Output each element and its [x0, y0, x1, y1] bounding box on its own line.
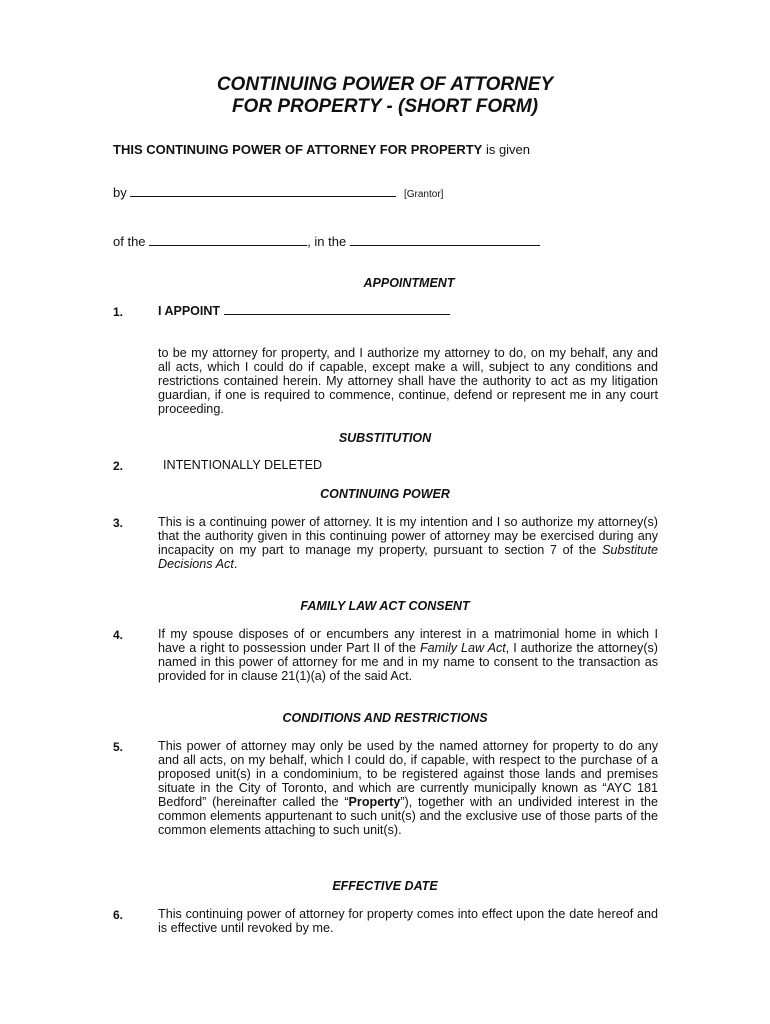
effective-date-text: This continuing power of attorney for property comes into effect upon the date hereof and is effective until revoked by me.: [158, 907, 658, 935]
intro-bold-text: THIS CONTINUING POWER OF ATTORNEY FOR PROPERTY: [113, 142, 483, 157]
grantor-name-field[interactable]: [130, 186, 396, 197]
appointment-text: to be my attorney for property, and I authorize my attorney to do, on my behalf, any and all acts, which I could do if capable, except make a will, subject to any conditions and restrictions contained herein. My attorney shall have the authority to act as my litigation guardian, if one is required to commence, continue, defend or represent me in any court proceeding.: [158, 346, 658, 416]
conditions-text-main: This power of attorney may only be used by the named attorney for property to do any and all acts, on my behalf, which I could do, if capable, with respect to the purchase of a proposed unit(s) in a condominium, to be registered against those lands and premises situate in the City of Toronto, and which are currently municipally known as “AYC 181 Bedford” (hereinafter called the “: [158, 739, 658, 809]
family-law-text-main: If my spouse disposes of or encumbers any interest in a matrimonial home in which I have a right to possession under Part II of the: [158, 627, 658, 655]
property-term: Property: [348, 795, 401, 809]
in-the-label: , in the: [307, 234, 347, 249]
family-law-act-ref: Family Law Act: [419, 641, 506, 655]
appoint-label: I APPOINT: [158, 304, 221, 318]
continuing-power-text-end: .: [233, 557, 238, 571]
document-title-line-2: FOR PROPERTY - (SHORT FORM): [231, 96, 539, 117]
continuing-power-text: [158, 515, 658, 571]
conditions-text: [158, 739, 658, 837]
by-label: by: [113, 185, 127, 200]
region-field[interactable]: [350, 235, 540, 246]
continuing-power-heading: CONTINUING POWER: [320, 487, 450, 501]
grantor-line: [113, 185, 443, 200]
appoint-line: [158, 304, 450, 318]
appointment-heading: APPOINTMENT: [363, 276, 455, 290]
family-law-heading: FAMILY LAW ACT CONSENT: [300, 599, 470, 613]
intro-statement: [113, 142, 530, 157]
effective-date-heading: EFFECTIVE DATE: [332, 879, 438, 893]
family-law-text: [158, 627, 658, 683]
substitution-heading: SUBSTITUTION: [338, 431, 432, 445]
substitution-text: INTENTIONALLY DELETED: [163, 458, 323, 472]
section-number-2: 2.: [113, 459, 124, 473]
substitute-decisions-act-ref: Substitute Decisions Act: [158, 543, 658, 571]
attorney-name-field[interactable]: [224, 304, 450, 315]
conditions-heading: CONDITIONS AND RESTRICTIONS: [282, 711, 488, 725]
document-title-line-1: CONTINUING POWER OF ATTORNEY: [216, 74, 554, 95]
section-number-1: 1.: [113, 305, 124, 319]
intro-rest-text: is given: [482, 142, 531, 157]
section-number-6: 6.: [113, 908, 124, 922]
grantor-label: [Grantor]: [403, 189, 444, 200]
location-line: [113, 234, 540, 249]
municipality-field[interactable]: [149, 235, 307, 246]
section-number-3: 3.: [113, 516, 124, 530]
continuing-power-text-main: This is a continuing power of attorney. It is my intention and I so authorize my attorney(s) that the authority given in this continuing power of attorney may be exercised during any incapacity on my part to manage my property, pursuant to section 7 of the: [158, 515, 658, 557]
family-law-text-end: , I authorize the attorney(s) named in this power of attorney for me and in my name to consent to the transaction as provided for in clause 21(1)(a) of the said Act.: [158, 641, 659, 683]
of-the-label: of the: [113, 234, 146, 249]
section-number-5: 5.: [113, 740, 124, 754]
conditions-text-end: ”), together with an undivided interest in the common elements appurtenant to such unit(s) and the exclusive use of those parts of the common elements attaching to such unit(s).: [158, 795, 658, 837]
section-number-4: 4.: [113, 628, 124, 642]
